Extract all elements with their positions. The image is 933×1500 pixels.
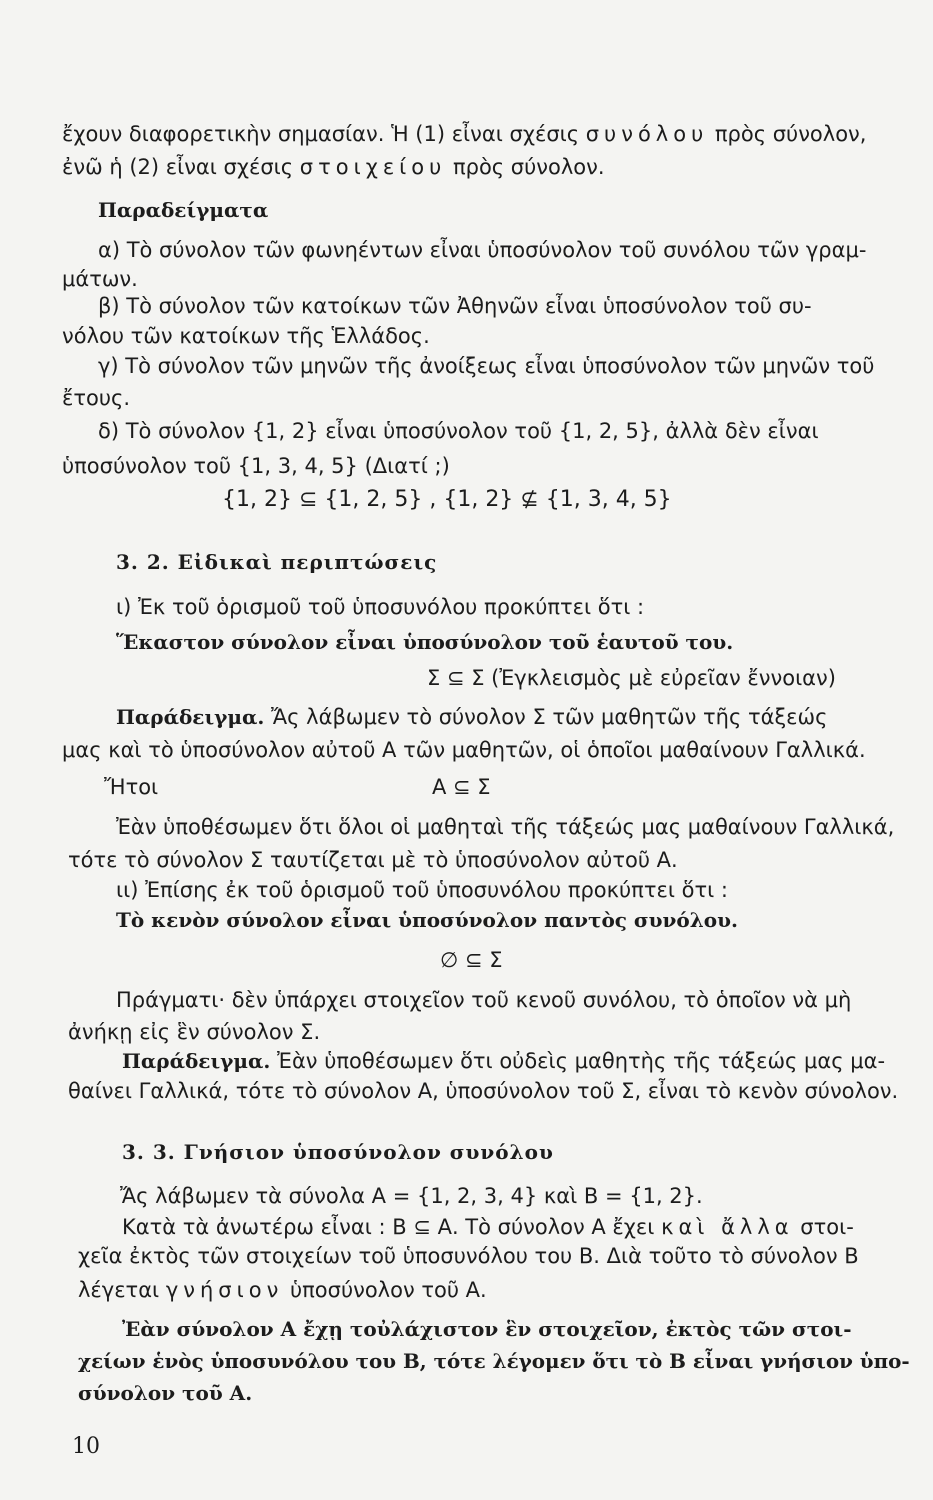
text-line: ὑποσύνολον τοῦ {1, 3, 4, 5} (Διατί ;) xyxy=(62,454,450,478)
text-line: Ἄς λάβωμεν τὰ σύνολα Α = {1, 2, 3, 4} καὶ Β = {1, 2}. xyxy=(120,1184,703,1208)
text-line: ιι) Ἐπίσης ἐκ τοῦ ὁρισμοῦ τοῦ ὑποσυνόλου προκύπτει ὅτι : xyxy=(116,878,728,902)
text-line: ἀνήκῃ εἰς ἓν σύνολον Σ. xyxy=(68,1020,321,1044)
text-line: δ) Τὸ σύνολον {1, 2} εἶναι ὑποσύνολον τοῦ {1, 2, 5}, ἀλλὰ δὲν εἶναι xyxy=(98,419,819,443)
text-line: Κατὰ τὰ ἀνωτέρω εἶναι : Β ⊆ Α. Τὸ σύνολον Α ἔχει καὶ ἄλλα στοι- xyxy=(122,1215,854,1239)
text-line: α) Τὸ σύνολον τῶν φωνηέντων εἶναι ὑποσύνολον τοῦ συνόλου τῶν γραμ- xyxy=(98,238,867,262)
section-heading-3-2: 3. 2. Εἰδικαὶ περιπτώσεις xyxy=(116,550,438,574)
page-number: 10 xyxy=(72,1434,100,1459)
text-line: ἔχουν διαφορετικὴν σημασίαν. Ἡ (1) εἶναι σχέσις συνόλου πρὸς σύνολον, xyxy=(62,122,867,146)
text-line: Ἐὰν ὑποθέσωμεν ὅτι ὅλοι οἱ μαθηταὶ τῆς τάξεώς μας μαθαίνουν Γαλλικά, xyxy=(116,815,895,839)
text-label: Ἤτοι xyxy=(104,775,159,799)
math-formula: {1, 2} ⊆ {1, 2, 5} , {1, 2} ⊈ {1, 3, 4, 5} xyxy=(222,487,672,512)
definition-statement: σύνολον τοῦ Α. xyxy=(78,1381,253,1405)
math-formula: Σ ⊆ Σ (Ἐγκλεισμὸς μὲ εὐρεῖαν ἔννοιαν) xyxy=(427,666,836,690)
text-line: β) Τὸ σύνολον τῶν κατοίκων τῶν Ἀθηνῶν εἶναι ὑποσύνολον τοῦ συ- xyxy=(98,294,812,318)
text-line: Παράδειγμα. Ἐὰν ὑποθέσωμεν ὅτι οὐδεὶς μαθητὴς τῆς τάξεώς μας μα- xyxy=(122,1049,886,1073)
section-heading-examples: Παραδείγματα xyxy=(98,198,269,222)
text-line: τότε τὸ σύνολον Σ ταυτίζεται μὲ τὸ ὑποσύνολον αὐτοῦ Α. xyxy=(68,848,678,872)
text-line: μας καὶ τὸ ὑποσύνολον αὐτοῦ Α τῶν μαθητῶν, οἱ ὁποῖοι μαθαίνουν Γαλλικά. xyxy=(62,738,866,762)
text-line: ι) Ἐκ τοῦ ὁρισμοῦ τοῦ ὑποσυνόλου προκύπτει ὅτι : xyxy=(116,595,645,619)
text-line: γ) Τὸ σύνολον τῶν μηνῶν τῆς ἀνοίξεως εἶναι ὑποσύνολον τῶν μηνῶν τοῦ xyxy=(98,354,875,378)
text-line: μάτων. xyxy=(62,267,138,291)
math-formula: ∅ ⊆ Σ xyxy=(440,948,503,972)
theorem-statement: Τὸ κενὸν σύνολον εἶναι ὑποσύνολον παντὸς συνόλου. xyxy=(116,908,738,932)
section-heading-3-3: 3. 3. Γνήσιον ὑποσύνολον συνόλου xyxy=(122,1140,554,1164)
text-line: νόλου τῶν κατοίκων τῆς Ἑλλάδος. xyxy=(62,324,430,348)
text-line: ἔτους. xyxy=(62,386,130,410)
text-line: Πράγματι· δὲν ὑπάρχει στοιχεῖον τοῦ κενοῦ συνόλου, τὸ ὁποῖον νὰ μὴ xyxy=(116,988,852,1012)
definition-statement: χείων ἑνὸς ὑποσυνόλου του Β, τότε λέγομεν ὅτι τὸ Β εἶναι γνήσιον ὑπο- xyxy=(78,1349,910,1373)
text-line: λέγεται γνήσιον ὑποσύνολον τοῦ Α. xyxy=(78,1278,487,1302)
text-line: Παράδειγμα. Ἄς λάβωμεν τὸ σύνολον Σ τῶν μαθητῶν τῆς τάξεώς xyxy=(116,705,828,729)
math-formula: Α ⊆ Σ xyxy=(432,775,491,799)
text-line: ἐνῶ ἡ (2) εἶναι σχέσις στοιχείου πρὸς σύνολον. xyxy=(62,155,605,179)
text-line: θαίνει Γαλλικά, τότε τὸ σύνολον Α, ὑποσύνολον τοῦ Σ, εἶναι τὸ κενὸν σύνολον. xyxy=(68,1079,899,1103)
definition-statement: Ἐὰν σύνολον Α ἔχῃ τοὐλάχιστον ἓν στοιχεῖον, ἐκτὸς τῶν στοι- xyxy=(122,1317,852,1341)
text-line: χεῖα ἐκτὸς τῶν στοιχείων τοῦ ὑποσυνόλου του Β. Διὰ τοῦτο τὸ σύνολον Β xyxy=(78,1244,859,1268)
theorem-statement: Ἕκαστον σύνολον εἶναι ὑποσύνολον τοῦ ἑαυτοῦ του. xyxy=(116,630,734,654)
